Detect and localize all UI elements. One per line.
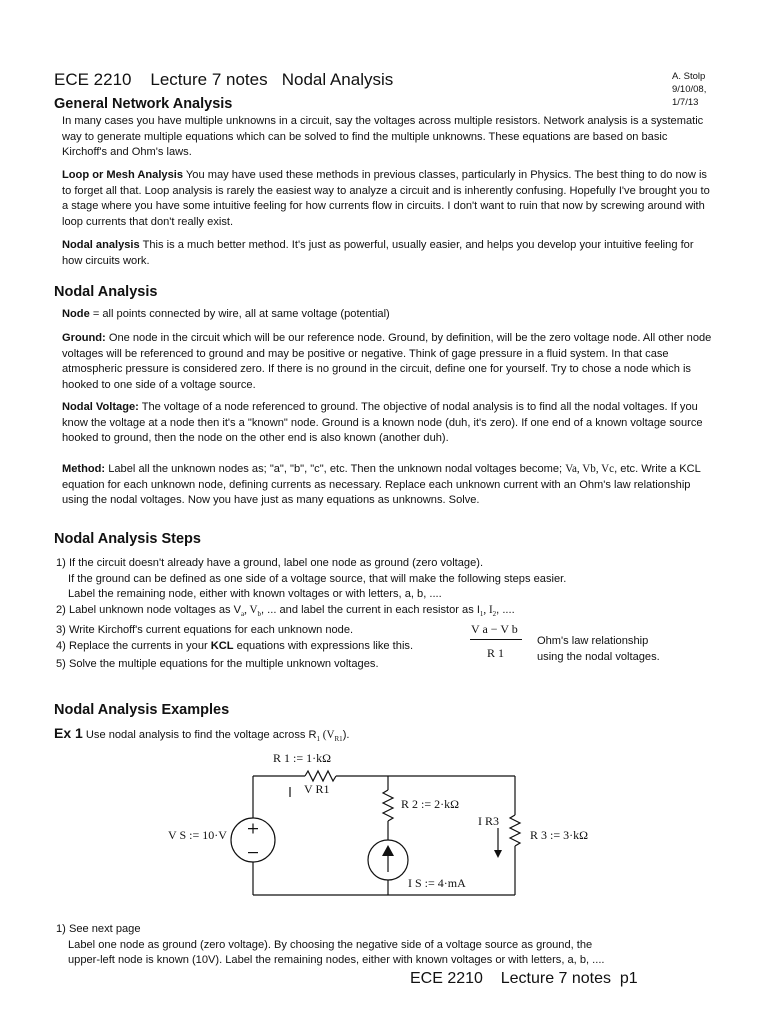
step-2a: 2) Label unknown node voltages as V — [56, 604, 242, 616]
step-5: 5) Solve the multiple equations for the multiple unknown voltages. — [56, 658, 379, 670]
method-vars: Va, Vb, Vc — [565, 463, 615, 475]
plus-sign — [248, 824, 258, 834]
node-text: = all points connected by wire, all at same voltage (potential) — [89, 308, 390, 320]
step-3: 3) Write Kirchoff's current equations for each unknown node. — [56, 624, 354, 636]
step-2b: , ... and label the current in each resistor as I — [261, 604, 480, 616]
nodal-voltage-term: Nodal Voltage: — [62, 401, 139, 413]
r2-resistor — [383, 790, 393, 821]
fraction-numerator: V a − V b — [471, 622, 518, 636]
nodal-paragraph — [62, 238, 702, 269]
note-1: 1) See next page — [56, 923, 141, 935]
r1-resistor — [305, 771, 336, 781]
ohm-note-2: using the nodal voltages. — [537, 651, 660, 663]
r1-label: R 1 := 1·kΩ — [273, 751, 332, 765]
heading-general: General Network Analysis — [54, 96, 233, 112]
current-source-arrow — [382, 845, 394, 872]
heading-examples: Nodal Analysis Examples — [54, 702, 230, 718]
fraction-denominator: R 1 — [487, 646, 505, 660]
note-3: upper-left node is known (10V). Label the remaining nodes, either with known voltages or with letters, a, b, .... — [68, 954, 605, 966]
author: A. Stolp — [672, 71, 706, 82]
step-1: 1) If the circuit doesn't already have a ground, label one node as ground (zero voltage). — [56, 557, 484, 569]
step-1b: If the ground can be defined as one side of a voltage source, that will make the following steps easier. — [68, 573, 567, 585]
method-term: Method: — [62, 463, 106, 475]
ground-definition — [62, 331, 712, 393]
heading-steps: Nodal Analysis Steps — [54, 531, 201, 547]
r3-resistor — [510, 815, 520, 846]
heading-nodal: Nodal Analysis — [54, 284, 158, 300]
ohm-note-1: Ohm's law relationship — [537, 635, 649, 647]
step-4b: equations with expressions like this. — [233, 640, 414, 652]
loop-text: You may have used these methods in previous classes, particularly in Physics. The best thing to do now is to forget all that. Loop analysis is rarely the easiest way to analyze a circuit and is inherently confusing. Hopefully I've brought you to a stage where you have some intuitive feeling for how currents flow in circuits. I don't want to ruin that now by screwing around with loop currents that don't really exist. — [62, 169, 710, 228]
step-2c: , .... — [496, 604, 515, 616]
ir3-arrow-head — [494, 850, 502, 858]
vs-label: V S := 10·V — [168, 828, 227, 842]
general-paragraph: In many cases you have multiple unknowns in a circuit, say the voltages across multiple resistors. Network analysis is a systematic way to generate multiple equations which can be solved to find the multiple unknowns. These equations are based on basic Kirchoff's and Ohm's laws. — [62, 115, 704, 159]
page-footer: ECE 2210 Lecture 7 notes p1 — [410, 970, 638, 987]
vr1-label: V R1 — [304, 782, 330, 796]
circuit-diagram — [0, 745, 770, 910]
nodal-text: This is a much better method. It's just as powerful, usually easier, and helps you develop your intuitive feeling for how circuits work. — [62, 239, 694, 267]
date-2: 1/7/13 — [672, 97, 699, 108]
nodal-voltage-text: The voltage of a node referenced to ground. The objective of nodal analysis is to find all the nodal voltages. If you know the voltage at a node then it's a "known" node. Ground is a known node (duh, it's zero). If one end of a known voltage source hooked to ground, then the node on the other end is also known (another duh). — [62, 401, 703, 445]
author-date-block — [672, 70, 706, 109]
node-definition — [62, 307, 712, 323]
nodal-voltage-definition — [62, 400, 710, 447]
nodal-term: Nodal analysis — [62, 239, 140, 251]
node-term: Node — [62, 308, 90, 320]
example-1-line: Ex 1 Use nodal analysis to find the voltage across $R_1$ $(V_{R1})$. — [54, 725, 350, 744]
step-4 — [56, 639, 413, 655]
step-4-kcl: KCL — [210, 640, 234, 652]
ir3-label: I R3 — [478, 814, 499, 828]
loop-term: Loop or Mesh Analysis — [62, 169, 184, 181]
note-2: Label one node as ground (zero voltage). By choosing the negative side of a voltage source as ground, the — [68, 939, 593, 951]
fraction-bar — [470, 639, 522, 640]
is-label: I S := 4·mA — [408, 876, 466, 890]
method-definition — [62, 462, 714, 509]
step-1c: Label the remaining node, either with known voltages or with letters, a, b, .... — [68, 588, 442, 600]
example-1-end: ). — [342, 729, 350, 741]
step-4a: 4) Replace the currents in your — [56, 640, 211, 652]
step-2: 2) Label unknown node voltages as $V_a$, $V_b$, ... and label the current in each resistor as $I_1$, $I_2$, .... — [56, 604, 515, 619]
minus-sign — [248, 852, 258, 853]
date-1: 9/10/08, — [672, 84, 707, 95]
r3-label: R 3 := 3·kΩ — [530, 828, 589, 842]
ground-text: One node in the circuit which will be our reference node. Ground, by definition, will be the zero voltage node. All other node voltages will be referenced to ground and may be positive or negative. Think of gage pressure in a fluid system. In that case atmospheric pressure is considered zero. If there is no ground in the circuit, define one for yourself. Try to chose a node which is hooked to one side of a voltage source. — [62, 332, 712, 391]
loop-paragraph — [62, 168, 714, 230]
example-1-text: Use nodal analysis to find the voltage across R — [82, 729, 317, 741]
method-text-a: Label all the unknown nodes as; "a", "b", "c", etc. Then the unknown nodal voltages become; — [105, 463, 566, 475]
vr1-plus — [289, 787, 290, 797]
ground-term: Ground: — [62, 332, 106, 344]
page-title: ECE 2210 Lecture 7 notes Nodal Analysis — [54, 70, 394, 89]
example-1-label: Ex 1 — [54, 725, 83, 741]
method-text-b: , etc. Write a KCL equation for each unknown node, defining currents as necessary. Replace each unknown current with an Ohm's law relationship using the nodal voltages. Now you have just as many equations as unknowns. Solve. — [62, 463, 701, 507]
r2-label: R 2 := 2·kΩ — [401, 797, 460, 811]
